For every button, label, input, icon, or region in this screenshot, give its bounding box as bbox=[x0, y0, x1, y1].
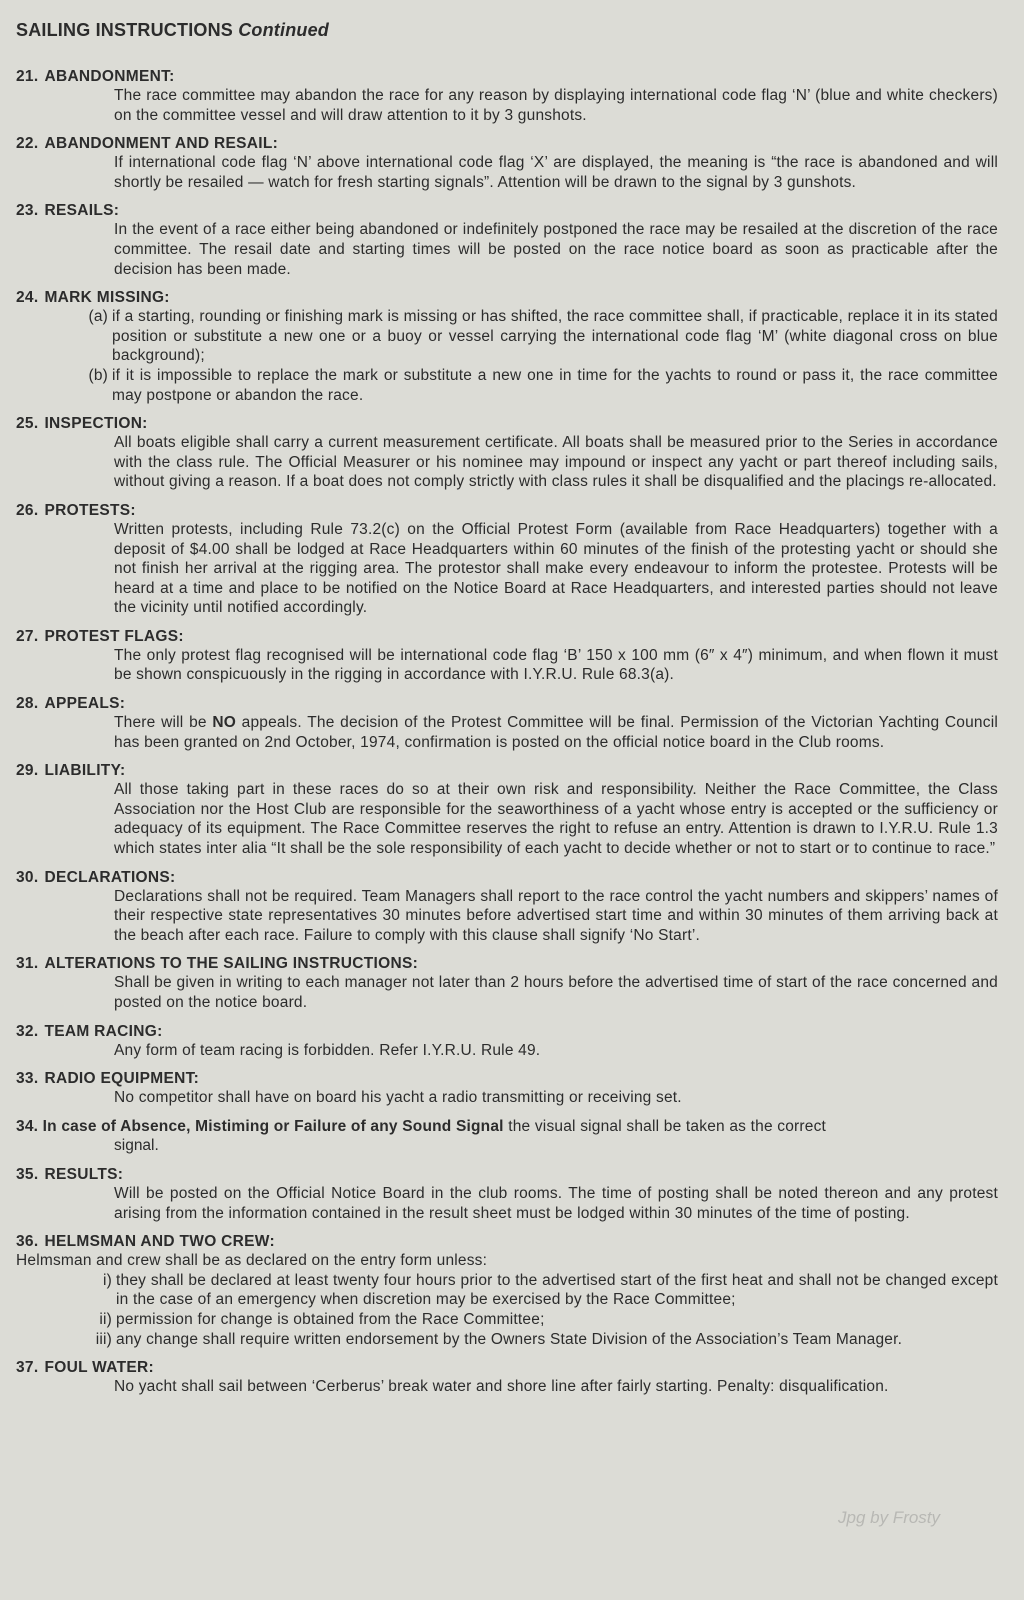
section-title: ABANDONMENT AND RESAIL: bbox=[44, 135, 279, 153]
section-title: PROTESTS: bbox=[44, 501, 136, 519]
section-title: MARK MISSING: bbox=[44, 289, 170, 307]
section-35 bbox=[16, 1165, 1002, 1223]
section-text: The race committee may abandon the race for any reason by displaying international code flag ‘N’ (blue and white checkers) on the committee vessel and will draw attention to it by 3 gunshots. bbox=[114, 87, 998, 124]
section-title: LIABILITY: bbox=[44, 762, 126, 780]
list-item bbox=[16, 1330, 998, 1350]
section-33 bbox=[16, 1069, 1002, 1108]
section-title: RESULTS: bbox=[44, 1165, 124, 1183]
section-32 bbox=[16, 1022, 1002, 1061]
text-emphasis: NO bbox=[212, 714, 237, 732]
item-text: if a starting, rounding or finishing mark is missing or has shifted, the race committee shall, if practicable, replace it in its stated position or substitute a new one or a buoy or vessel carrying the international code flag ‘M’ (white diagonal cross on blue background); bbox=[112, 308, 998, 365]
section-title: APPEALS: bbox=[44, 695, 126, 713]
section-heading bbox=[16, 761, 1002, 780]
section-number: 25. bbox=[16, 415, 39, 433]
section-title: In case of Absence, Mistiming or Failure of any Sound Signal bbox=[42, 1117, 504, 1135]
section-number: 22. bbox=[16, 135, 39, 153]
section-25 bbox=[16, 414, 1002, 492]
text-pre: There will be bbox=[114, 714, 213, 732]
list-item bbox=[16, 1271, 998, 1310]
item-label: (a) bbox=[88, 308, 108, 326]
section-title: ALTERATIONS TO THE SAILING INSTRUCTIONS: bbox=[44, 955, 419, 973]
section-heading bbox=[16, 954, 1002, 973]
section-text: the visual signal shall be taken as the correct bbox=[508, 1117, 827, 1135]
item-text: any change shall require written endorsement by the Owners State Division of the Association’s Team Manager. bbox=[116, 1330, 903, 1348]
section-24 bbox=[16, 288, 1002, 405]
section-title: FOUL WATER: bbox=[44, 1359, 154, 1377]
list-item bbox=[16, 307, 998, 366]
section-heading bbox=[16, 868, 1002, 887]
item-label: (b) bbox=[88, 366, 108, 384]
section-number: 32. bbox=[16, 1022, 39, 1040]
item-label: iii) bbox=[95, 1330, 112, 1348]
section-text: If international code flag ‘N’ above international code flag ‘X’ are displayed, the meaning is “the race is abandoned and will shortly be resailed — watch for fresh starting signals”. Attention will be drawn to the signal by 3 gunshots. bbox=[114, 154, 998, 191]
section-27 bbox=[16, 627, 1002, 685]
section-inline bbox=[16, 1117, 998, 1137]
section-23 bbox=[16, 201, 1002, 279]
section-37 bbox=[16, 1358, 1002, 1397]
section-heading bbox=[16, 1232, 1002, 1251]
section-number: 23. bbox=[16, 202, 39, 220]
document-page bbox=[16, 20, 1002, 1406]
list-item bbox=[16, 1310, 998, 1330]
section-22 bbox=[16, 134, 1002, 192]
section-title: INSPECTION: bbox=[44, 415, 148, 433]
section-title: DECLARATIONS: bbox=[44, 868, 176, 886]
section-26 bbox=[16, 501, 1002, 618]
section-heading bbox=[16, 201, 1002, 220]
section-title: ABANDONMENT: bbox=[44, 68, 175, 85]
section-31 bbox=[16, 954, 1002, 1012]
section-36 bbox=[16, 1232, 1002, 1349]
section-30 bbox=[16, 868, 1002, 946]
section-text: Will be posted on the Official Notice Board in the club rooms. The time of posting shall be noted thereon and any protest arising from the information contained in the result sheet must be lodged within 30 minutes of the time of posting. bbox=[114, 1184, 998, 1222]
section-34 bbox=[16, 1117, 1002, 1156]
list-item bbox=[16, 366, 998, 405]
title-continued: Continued bbox=[238, 20, 329, 40]
section-number: 28. bbox=[16, 695, 39, 713]
section-heading bbox=[16, 1358, 1002, 1377]
section-text: The only protest flag recognised will be international code flag ‘B’ 150 x 100 mm (6″ x 4″) minimum, and when flown it must be shown conspicuously in the rigging in accordance with I.Y.R.U. Rule 68.3(a). bbox=[114, 646, 998, 684]
section-heading bbox=[16, 414, 1002, 433]
section-heading bbox=[16, 1069, 1002, 1088]
section-text: Shall be given in writing to each manager not later than 2 hours before the advertised time of start of the race concerned and posted on the notice board. bbox=[114, 974, 998, 1011]
section-text: In the event of a race either being abandoned or indefinitely postponed the race may be resailed at the discretion of the race committee. The resail date and starting times will be posted on the race notice board as soon as practicable after the decision has been made. bbox=[114, 221, 998, 278]
section-text: Declarations shall not be required. Team Managers shall report to the race control the yacht numbers and skippers’ names of their respective state representatives 30 minutes before advertised start time and within 30 minutes of them arriving back at the beach after each race. Failure to comply with this clause shall signify ‘No Start’. bbox=[114, 887, 998, 944]
section-text: No yacht shall sail between ‘Cerberus’ break water and shore line after fairly starting. Penalty: disqualification. bbox=[114, 1378, 889, 1396]
text-post: appeals. The decision of the Protest Committee will be final. Permission of the Victorian Yachting Council has been granted on 2nd October, 1974, confirmation is posted on the official notice board in the Club rooms. bbox=[114, 714, 998, 751]
title-text: SAILING INSTRUCTIONS bbox=[16, 20, 234, 40]
section-number: 33. bbox=[16, 1070, 39, 1088]
watermark: Jpg by Frosty bbox=[838, 1508, 941, 1527]
section-number: 24. bbox=[16, 289, 39, 307]
section-text: No competitor shall have on board his yacht a radio transmitting or receiving set. bbox=[114, 1089, 682, 1107]
section-text bbox=[114, 713, 998, 752]
section-number: 29. bbox=[16, 762, 39, 780]
section-title: RADIO EQUIPMENT: bbox=[44, 1070, 200, 1088]
item-text: permission for change is obtained from the Race Committee; bbox=[116, 1310, 545, 1328]
section-heading bbox=[16, 134, 1002, 153]
section-heading bbox=[16, 627, 1002, 646]
section-number: 34. bbox=[16, 1117, 39, 1135]
section-number: 27. bbox=[16, 627, 39, 645]
section-heading bbox=[16, 1165, 1002, 1184]
section-heading bbox=[16, 67, 1002, 86]
section-heading bbox=[16, 501, 1002, 520]
section-number: 36. bbox=[16, 1233, 39, 1251]
section-21 bbox=[16, 67, 1002, 125]
section-text: All those taking part in these races do so at their own risk and responsibility. Neither the Race Committee, the Class Association nor the Host Club are responsible for the seaworthiness of a yacht whose entry is accepted or the sufficiency or adequacy of its equipment. The Race Committee reserves the right to refuse an entry. Attention is drawn to I.Y.R.U. Rule 1.3 which states inter alia “It shall be the sole responsibility of each yacht to decide whether or not to start or to continue to race.” bbox=[114, 781, 998, 858]
item-text: they shall be declared at least twenty four hours prior to the advertised start of the first heat and shall not be changed except in the case of an emergency when discretion may be exercised by the Race Committee; bbox=[116, 1271, 998, 1309]
section-number: 26. bbox=[16, 501, 39, 519]
section-title: HELMSMAN AND TWO CREW: bbox=[44, 1233, 275, 1251]
section-text: Written protests, including Rule 73.2(c) on the Official Protest Form (available from Race Headquarters) together with a deposit of $4.00 shall be lodged at Race Headquarters within 60 minutes of the finish of the protesting yacht or should she not finish her arrival at the rigging area. The protestor shall make every endeavour to inform the protestee. Protests will be heard at a time and place to be notified on the Notice Board at Race Headquarters, and interested parties should not leave the vicinity until notified accordingly. bbox=[114, 520, 998, 617]
section-28 bbox=[16, 694, 1002, 752]
section-number: 37. bbox=[16, 1359, 39, 1377]
item-text: if it is impossible to replace the mark or substitute a new one in time for the yachts to round or pass it, the race committee may postpone or abandon the race. bbox=[112, 366, 998, 404]
section-text: Any form of team racing is forbidden. Refer I.Y.R.U. Rule 49. bbox=[114, 1041, 541, 1059]
section-text: All boats eligible shall carry a current measurement certificate. All boats shall be measured prior to the Series in accordance with the class rule. The Official Measurer or his nominee may impound or inspect any yacht or part thereof including sails, without giving a reason. If a boat does not comply strictly with class rules it shall be disqualified and the placings re-allocated. bbox=[114, 434, 998, 491]
section-29 bbox=[16, 761, 1002, 858]
section-number: 21. bbox=[16, 68, 39, 85]
section-heading bbox=[16, 1022, 1002, 1041]
item-label: i) bbox=[102, 1271, 112, 1289]
section-heading bbox=[16, 694, 1002, 713]
section-heading bbox=[16, 288, 1002, 307]
section-number: 30. bbox=[16, 868, 39, 886]
section-number: 31. bbox=[16, 955, 39, 973]
section-title: PROTEST FLAGS: bbox=[44, 627, 184, 645]
section-title: TEAM RACING: bbox=[44, 1022, 163, 1040]
item-label: ii) bbox=[99, 1310, 112, 1328]
page-title bbox=[16, 20, 1002, 41]
section-intro: Helmsman and crew shall be as declared on the entry form unless: bbox=[16, 1252, 488, 1270]
section-number: 35. bbox=[16, 1165, 39, 1183]
section-text-continued: signal. bbox=[114, 1137, 159, 1155]
section-title: RESAILS: bbox=[44, 202, 120, 220]
